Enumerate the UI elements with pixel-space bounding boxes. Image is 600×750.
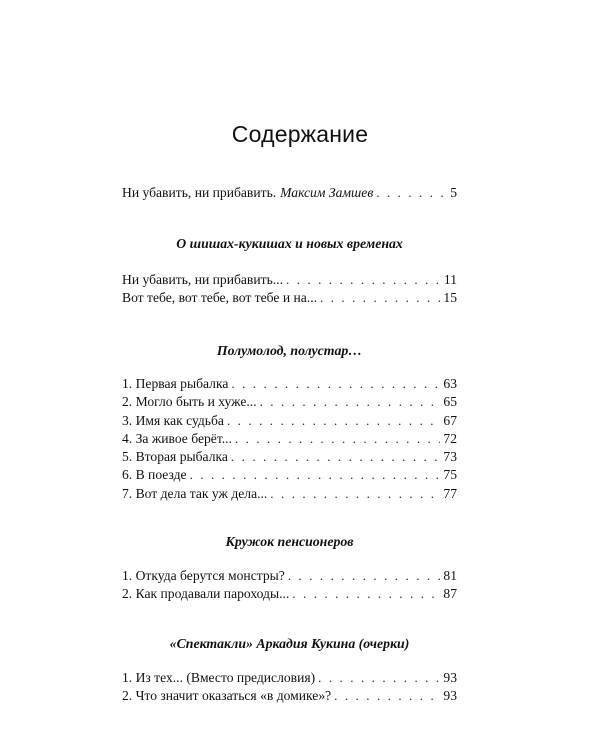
toc-entry-label: 7. Вот дела так уж дела... [122, 485, 268, 501]
toc-section-entries [122, 567, 457, 604]
toc-section [122, 534, 457, 550]
leader-dots [318, 669, 440, 687]
toc-entry [122, 184, 457, 202]
toc-entry-label: 1. Первая рыбалка [122, 376, 229, 391]
section-heading: О шишах-кукишах и новых временах [176, 236, 403, 251]
toc-section [122, 236, 457, 252]
toc-entry [122, 375, 457, 393]
toc-section-entries [122, 375, 457, 503]
toc-intro [122, 184, 457, 202]
toc-entry-page: 75 [443, 467, 457, 483]
section-heading: Кружок пенсионеров [225, 534, 354, 549]
toc-entry [122, 567, 457, 585]
toc-entry [122, 585, 457, 603]
toc-entry [122, 448, 457, 466]
leader-dots [292, 585, 440, 603]
toc-entry [122, 289, 457, 307]
toc-entry-label: Вот тебе, вот тебе, вот тебе и на... [122, 290, 317, 306]
toc-entry-author: Максим Замшев [280, 185, 374, 200]
toc-entry-page: 93 [443, 688, 457, 704]
leader-dots [376, 184, 447, 202]
toc-entry-page: 73 [443, 449, 457, 465]
toc-entry [122, 412, 457, 430]
toc-entry-label: 2. Что значит оказаться «в домике»? [122, 688, 332, 704]
toc-entry-page: 63 [443, 376, 457, 391]
toc-entry-label: 3. Имя как судьба [122, 412, 224, 428]
toc-entry-page: 67 [443, 412, 457, 428]
toc-section [122, 343, 457, 359]
toc-entry-page: 93 [443, 670, 457, 685]
leader-dots [231, 375, 440, 393]
toc-entry [122, 687, 457, 705]
toc-entry-page: 72 [443, 430, 457, 446]
section-heading: «Спектакли» Аркадия Кукина (очерки) [169, 636, 410, 651]
toc-entry-label: 6. В поезде [122, 467, 187, 483]
toc-entry [122, 669, 457, 687]
leader-dots [288, 567, 441, 585]
leader-dots [286, 271, 441, 289]
toc-section-entries [122, 669, 457, 706]
leader-dots [334, 687, 440, 705]
toc-entry-page: 81 [443, 568, 457, 583]
toc-entry [122, 466, 457, 484]
toc-section [122, 636, 457, 652]
toc-entry-label: 1. Из тех... (Вместо предисловия) [122, 670, 316, 685]
leader-dots [227, 412, 440, 430]
toc-entry-label: 2. Могло быть и хуже... [122, 394, 257, 410]
toc-entry-page: 5 [450, 185, 457, 200]
toc-entry-label: Ни убавить, ни прибавить. [122, 185, 277, 200]
toc-entry-label: Ни убавить, ни прибавить... [122, 272, 283, 287]
page-title: Содержание [231, 121, 369, 147]
toc-entry-page: 65 [443, 394, 457, 410]
leader-dots [320, 289, 440, 307]
section-heading: Полумолод, полустар… [216, 343, 363, 358]
toc-section-entries [122, 271, 457, 308]
leader-dots [190, 466, 441, 484]
toc-entry [122, 430, 457, 448]
toc-entry [122, 485, 457, 503]
toc-entry [122, 393, 457, 411]
toc-entry-label: 1. Откуда берутся монстры? [122, 568, 285, 583]
toc-entry-label: 2. Как продавали пароходы... [122, 586, 290, 602]
leader-dots [231, 448, 440, 466]
toc-entry-page: 77 [443, 485, 457, 501]
leader-dots [260, 393, 441, 411]
toc-entry-label: 5. Вторая рыбалка [122, 449, 228, 465]
leader-dots [235, 430, 440, 448]
toc-entry-page: 11 [443, 272, 457, 287]
leader-dots [270, 485, 440, 503]
toc-entry [122, 271, 457, 289]
toc-entry-page: 15 [443, 290, 457, 306]
toc-entry-page: 87 [443, 586, 457, 602]
toc-entry-label: 4. За живое берёт... [122, 430, 232, 446]
